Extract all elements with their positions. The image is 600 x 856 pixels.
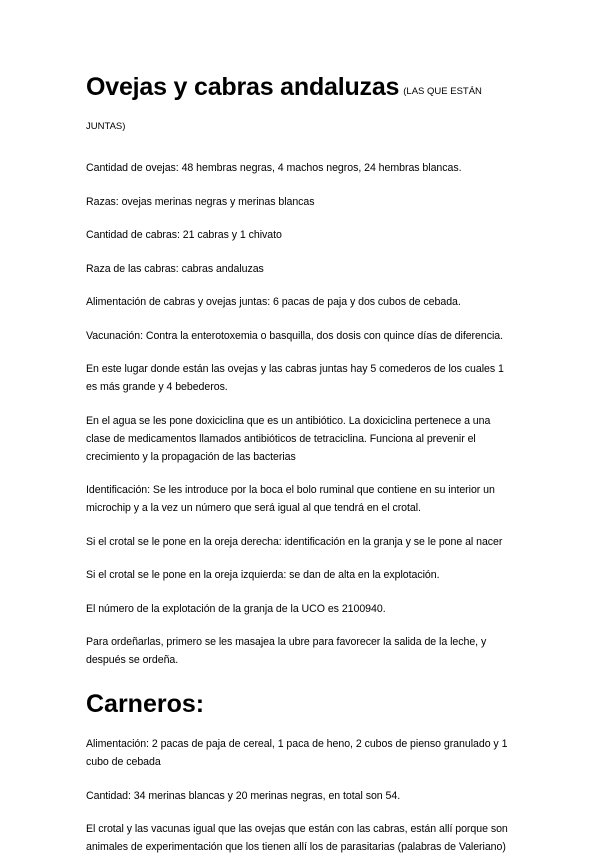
paragraph-crotal-izquierda: Si el crotal se le pone en la oreja izquierda: se dan de alta en la explotación.	[86, 569, 440, 581]
section-title-text: Ovejas y cabras andaluzas	[86, 73, 400, 101]
paragraph-vacunacion: Vacunación: Contra la enterotoxemia o basquilla, dos dosis con quince días de diferencia.	[86, 329, 504, 342]
section-subtitle: (LAS QUE ESTÁN JUNTAS)	[86, 86, 482, 132]
section-title-ovejas-cabras	[86, 72, 512, 142]
paragraph-carneros-alimentacion: Alimentación: 2 pacas de paja de cereal, 1 paca de heno, 2 cubos de pienso granulado y 1 cubo de cebada	[86, 738, 508, 768]
paragraph-crotal-derecha: Si el crotal se le pone en la oreja derecha: identificación en la granja y se le pone al nacer	[86, 535, 503, 548]
paragraph-ordenar: Para ordeñarlas, primero se les masajea la ubre para favorecer la salida de la leche, y después se ordeña.	[86, 636, 487, 666]
paragraph-identificacion: Identificación: Se les introduce por la boca el bolo ruminal que contiene en su interior un microchip y a la vez un número que será igual al que tendrá en el crotal.	[86, 484, 495, 514]
paragraph-razas: Razas: ovejas merinas negras y merinas blancas	[86, 195, 315, 208]
paragraph-doxiciclina: En el agua se les pone doxiciclina que es un antibiótico. La doxiciclina pertenece a una clase de medicamentos llamados antibióticos de tetraciclina. Funciona al prevenir el crecimiento y la propagación de las bacterias	[86, 414, 491, 463]
paragraph-carneros-cantidad: Cantidad: 34 merinas blancas y 20 merinas negras, en total son 54.	[86, 789, 401, 802]
paragraph-raza-cabras: Raza de las cabras: cabras andaluzas	[86, 262, 264, 275]
paragraph-alimentacion: Alimentación de cabras y ovejas juntas: 6 pacas de paja y dos cubos de cebada.	[86, 296, 461, 308]
paragraph-carneros-crotal: El crotal y las vacunas igual que las ovejas que están con las cabras, están allí porque son animales de experimentación que los tienen allí los de parasitarias (palabras de Valeriano)	[86, 823, 508, 853]
paragraph-cantidad-ovejas: Cantidad de ovejas: 48 hembras negras, 4 machos negros, 24 hembras blancas.	[86, 162, 462, 174]
paragraph-comederos: En este lugar donde están las ovejas y las cabras juntas hay 5 comederos de los cuales 1 es más grande y 4 bebederos.	[86, 363, 504, 393]
paragraph-numero-explotacion: El número de la explotación de la granja de la UCO es 2100940.	[86, 602, 386, 615]
paragraph-cantidad-cabras: Cantidad de cabras: 21 cabras y 1 chivato	[86, 229, 282, 241]
section-title-carneros: Carneros:	[86, 690, 205, 718]
